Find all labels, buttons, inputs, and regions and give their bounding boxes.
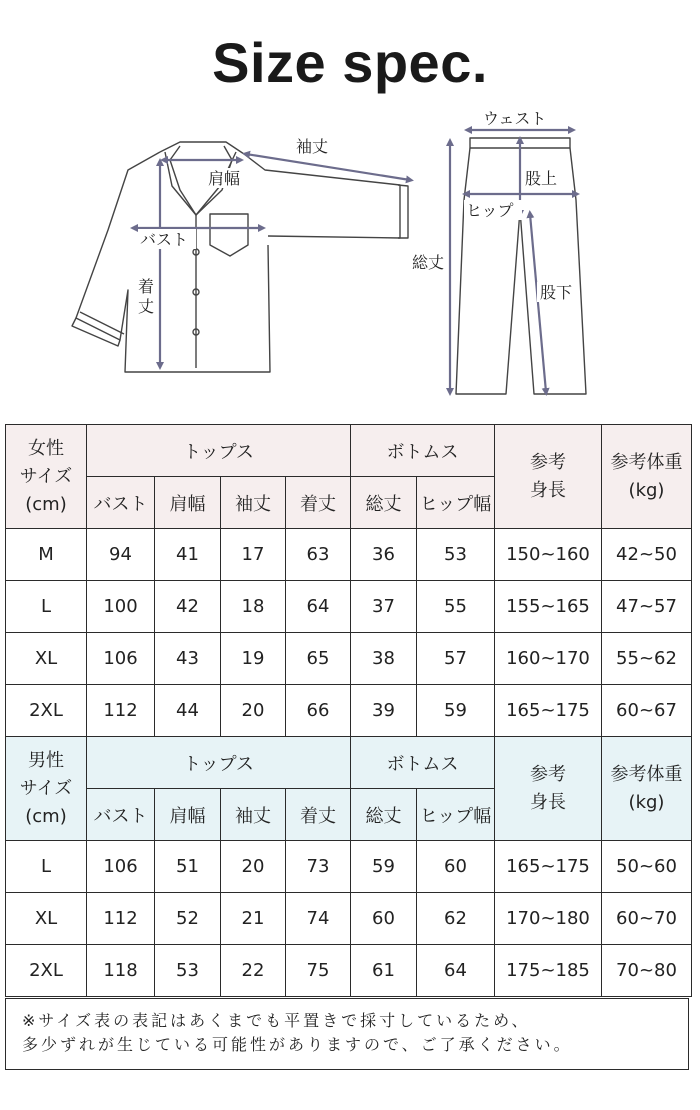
men-ref-height-header: 参考 身長 [495,737,602,841]
women-size-table [5,424,692,737]
table-row: XL 106 43 19 65 38 57 160~170 55~62 [6,633,692,685]
men-size-header: 男性 サイズ (cm) [6,737,87,841]
table-row: XL 112 52 21 74 60 62 170~180 60~70 [6,893,692,945]
col-total-length: 総丈 [351,477,417,529]
col-shoulder: 肩幅 [155,789,221,841]
page-title: Size spec. [212,31,488,94]
shoulder-label: 肩幅 [208,169,241,188]
hip-label: ヒップ [466,201,514,220]
sleeve-label: 袖丈 [296,137,329,156]
table-row: L 106 51 20 73 59 60 165~175 50~60 [6,841,692,893]
length-label-2: 丈 [138,297,155,316]
col-sleeve: 袖丈 [221,789,286,841]
col-hip: ヒップ幅 [417,477,495,529]
women-ref-weight-header: 参考体重 (kg) [602,425,692,529]
note-line-1: ※サイズ表の表記はあくまでも平置きで採寸しているため、 [22,1011,531,1030]
shirt-measure-lines [134,154,410,366]
women-size-header: 女性 サイズ (cm) [6,425,87,529]
women-tops-header: トップス [87,425,351,477]
col-total-length: 総丈 [351,789,417,841]
length-label-1: 着 [138,277,155,296]
men-ref-weight-header: 参考体重 (kg) [602,737,692,841]
col-length: 着丈 [286,477,351,529]
men-tops-header: トップス [87,737,351,789]
table-row: 2XL 118 53 22 75 61 64 175~185 70~80 [6,945,692,997]
col-sleeve: 袖丈 [221,477,286,529]
col-hip: ヒップ幅 [417,789,495,841]
col-bust: バスト [87,477,155,529]
note-line-2: 多少ずれが生じている可能性がありますので、ご了承ください。 [22,1035,573,1054]
rise-label: 股上 [525,169,558,188]
col-bust: バスト [87,789,155,841]
women-bottoms-header: ボトムス [351,425,495,477]
women-ref-height-header: 参考 身長 [495,425,602,529]
col-length: 着丈 [286,789,351,841]
size-note [5,998,689,1070]
table-row: L 100 42 18 64 37 55 155~165 47~57 [6,581,692,633]
bust-label: バスト [140,230,189,249]
waist-label: ウェスト [483,109,547,128]
men-size-table [5,736,692,997]
size-diagram [0,100,700,400]
table-row: M 94 41 17 63 36 53 150~160 42~50 [6,529,692,581]
table-row: 2XL 112 44 20 66 39 59 165~175 60~67 [6,685,692,737]
total-length-label: 総丈 [412,253,445,272]
inseam-label: 股下 [540,283,573,302]
col-shoulder: 肩幅 [155,477,221,529]
men-bottoms-header: ボトムス [351,737,495,789]
